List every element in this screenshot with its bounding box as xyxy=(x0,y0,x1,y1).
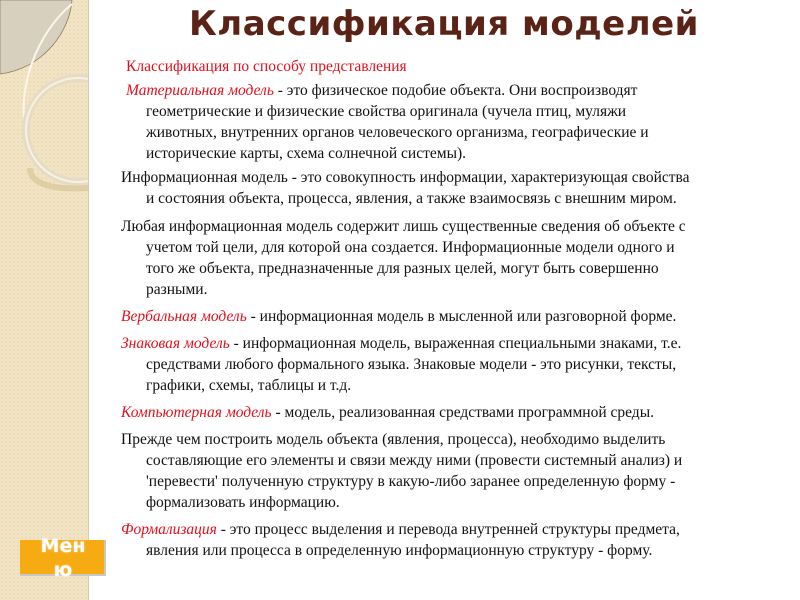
term-computer-model: Компьютерная модель xyxy=(121,404,272,421)
subtitle: Классификация по способу представления xyxy=(126,58,407,75)
slide-content xyxy=(121,56,786,561)
paragraph-formalization: Формализация - это процесс выделения и перевода внутренней структуры предмета, явления или процесса в определенную информационную структуру - форму. xyxy=(121,521,680,559)
decorative-side-panel xyxy=(0,0,89,600)
paragraph-any-model: Любая информационная модель содержит лишь существенные сведения об объекте с учетом той цели, для которой она создается. Информационные модели одного и того же объекта, предназначенные для разных целей, могут быть совершенно разными. xyxy=(121,218,686,298)
menu-button-label: Меню xyxy=(40,535,86,581)
page-title: Классификация моделей xyxy=(189,4,699,44)
paragraph-verbal-model: Вербальная модель - информационная модель в мысленной или разговорной форме. xyxy=(121,308,677,325)
term-verbal-model: Вербальная модель xyxy=(121,308,247,325)
paragraph-sign-model: Знаковая модель - информационная модель, выраженная специальными знаками, т.е. средствами любого формального языка. Знаковые модели - это рисунки, тексты, графики, схемы, таблицы и т.д. xyxy=(121,335,682,394)
paragraph-information-model: Информационная модель - это совокупность информации, характеризующая свойства и состояния объекта, процесса, явления, а также взаимосвязь с внешним миром. xyxy=(121,169,690,207)
menu-button[interactable] xyxy=(20,535,106,581)
paragraph-before-building: Прежде чем построить модель объекта (явления, процесса), необходимо выделить составляющие его элементы и связи между ними (провести системный анализ) и 'перевести' полученную структуру в какую-либо заранее определенную форму - формализовать информацию. xyxy=(121,431,683,511)
paragraph-computer-model: Компьютерная модель - модель, реализованная средствами программной среды. xyxy=(121,404,654,421)
term-formalization: Формализация xyxy=(121,521,217,538)
term-sign-model: Знаковая модель xyxy=(121,335,230,352)
paragraph-material-model: Материальная модель - это физическое подобие объекта. Они воспроизводят геометрические и физические свойства оригинала (чучела птиц, муляжи животных, внутренних органов человеческого организма, географические и исторические карты, схема солнечной системы). xyxy=(126,82,649,162)
decorative-rings-icon xyxy=(0,0,88,600)
term-material-model: Материальная модель xyxy=(126,82,274,99)
